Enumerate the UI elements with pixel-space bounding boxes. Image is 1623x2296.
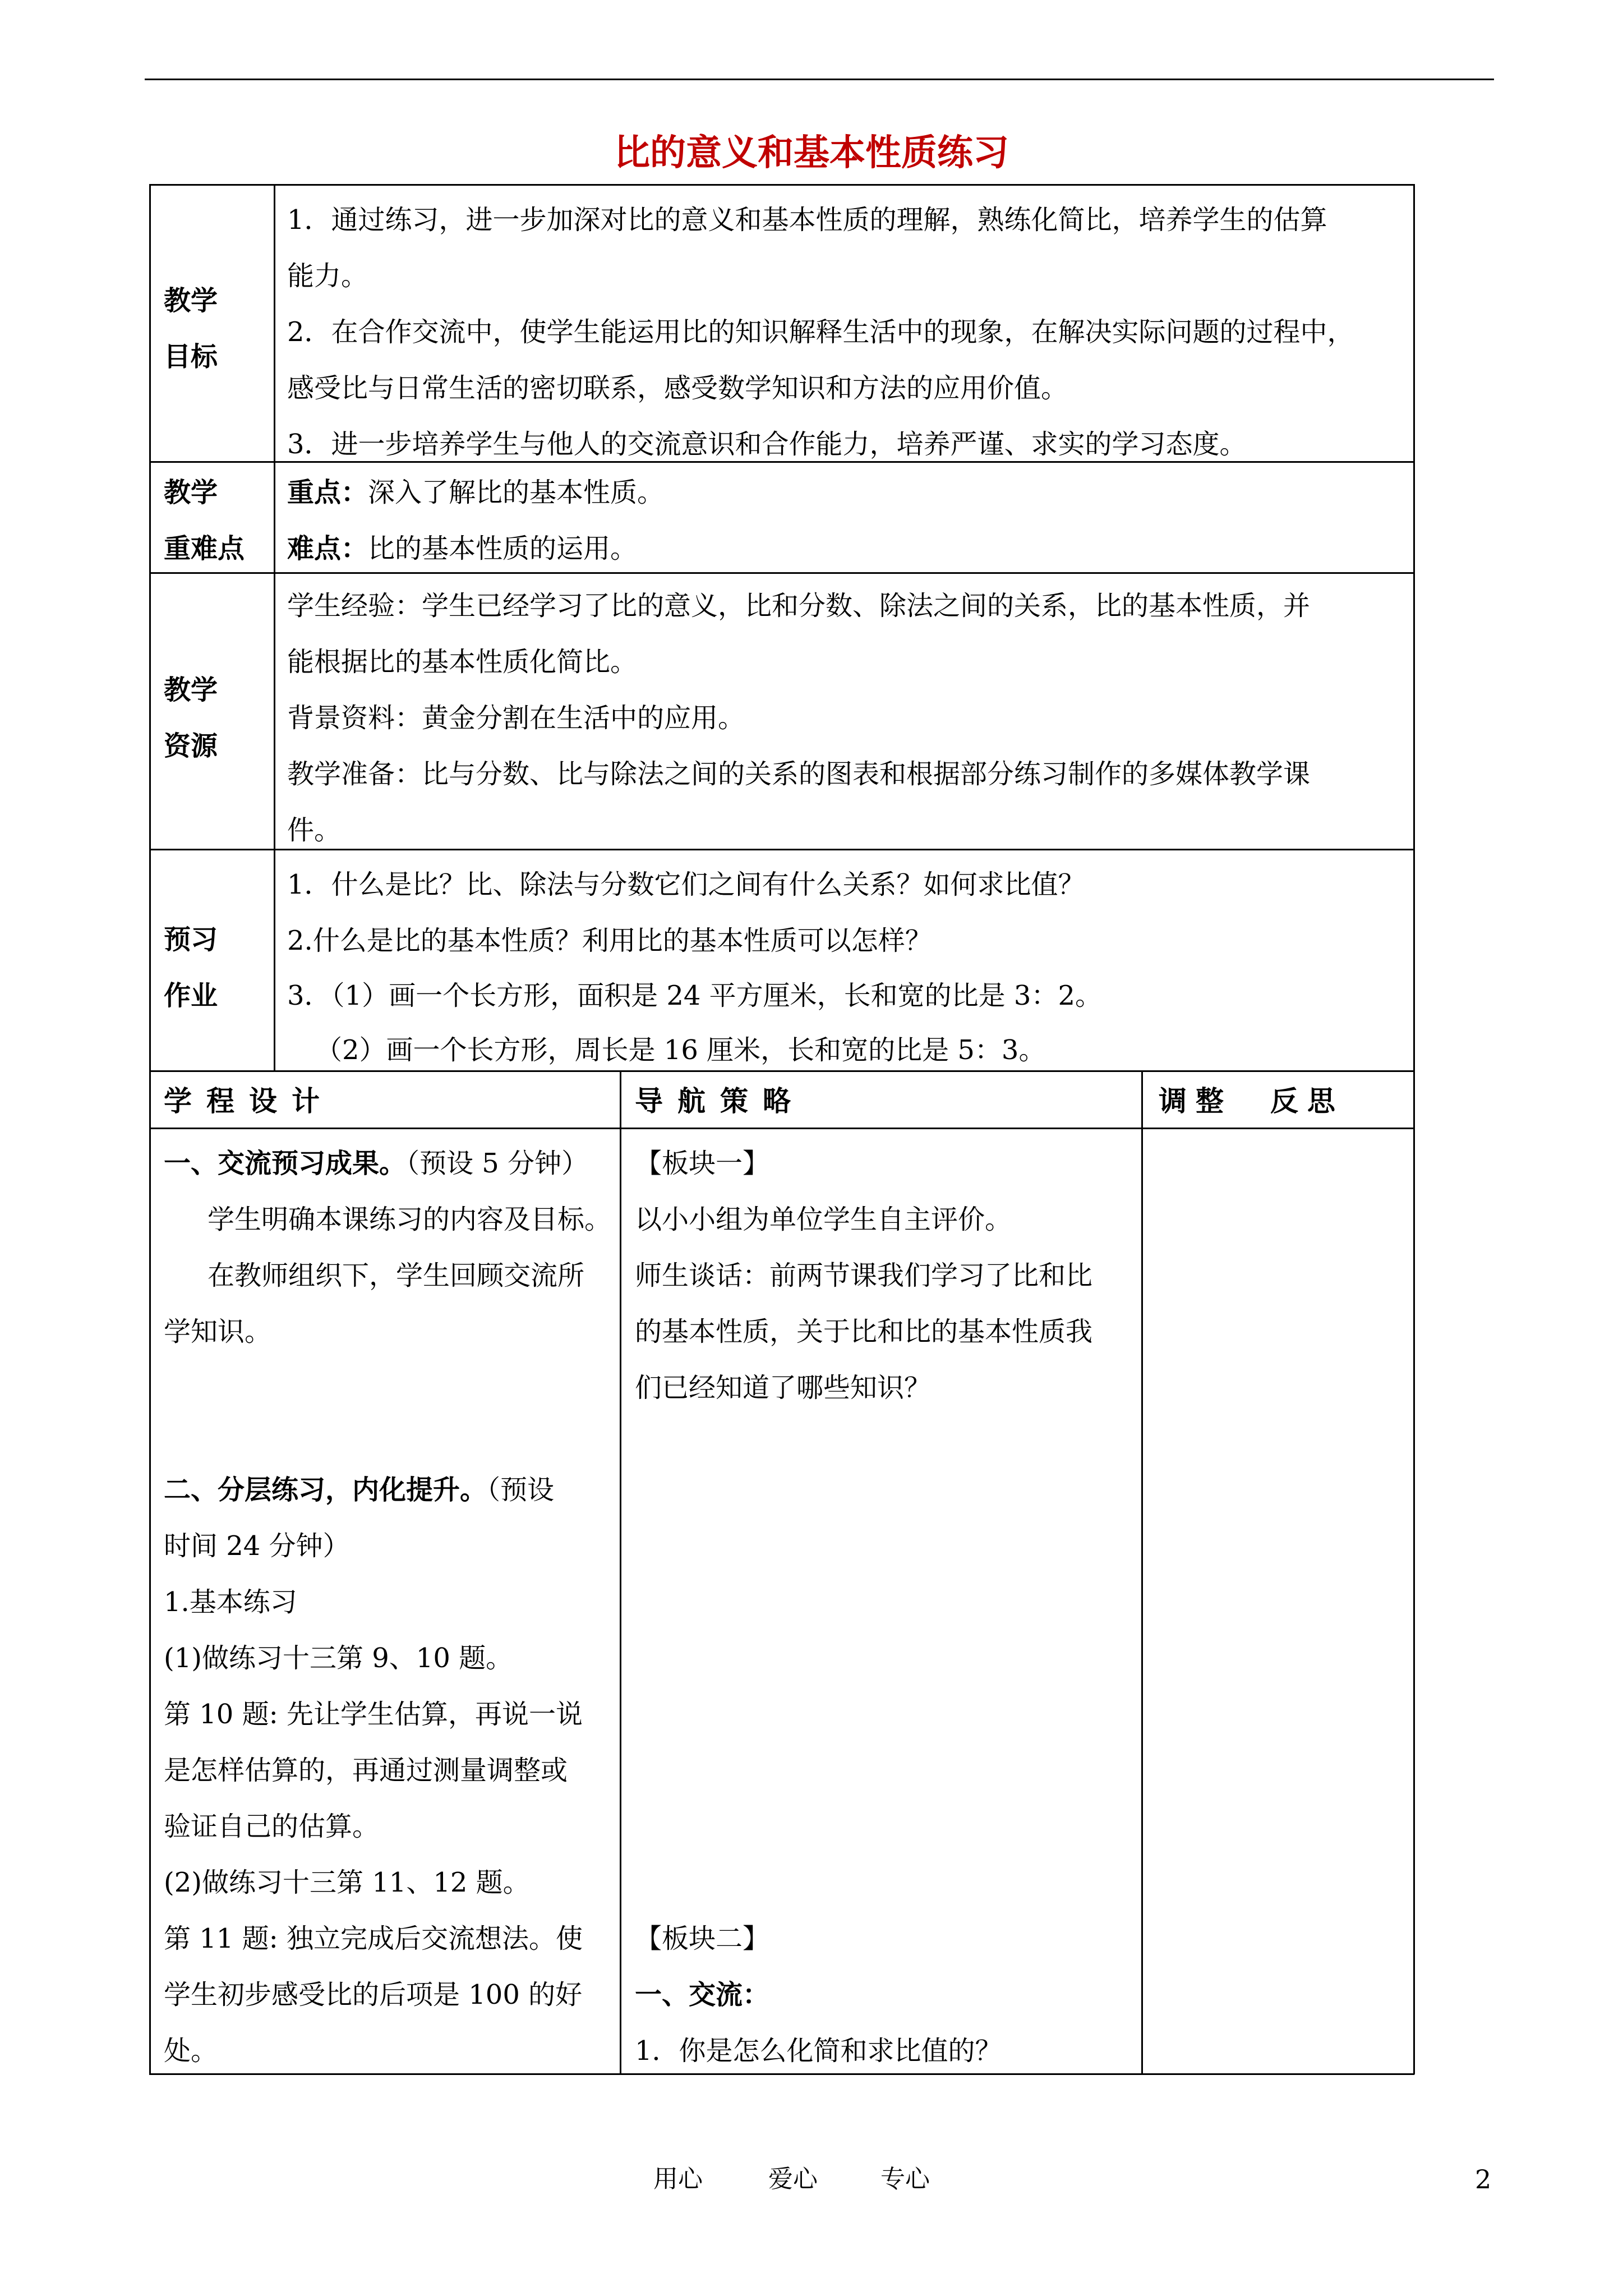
- footer-item: 用心: [653, 2165, 703, 2193]
- col-divider: [274, 184, 275, 1072]
- footer-item: 爱心: [768, 2165, 818, 2193]
- column-header-reflection: 调整 反思: [1159, 1085, 1344, 1117]
- table-border-left: [149, 184, 151, 2074]
- footer-item: 专心: [880, 2165, 930, 2193]
- page-title: 比的意义和基本性质练习: [614, 132, 1009, 174]
- column-header-strategy: 导航策略: [635, 1085, 805, 1117]
- header-rule: [145, 79, 1494, 80]
- page-number: 2: [1475, 2164, 1492, 2194]
- table-border-top: [149, 184, 1414, 186]
- row-divider: [149, 1128, 1414, 1129]
- col-divider: [620, 1070, 621, 2074]
- table-border-right: [1413, 184, 1415, 2074]
- column-header-design: 学程设计: [164, 1085, 334, 1117]
- col-divider: [1141, 1070, 1143, 2074]
